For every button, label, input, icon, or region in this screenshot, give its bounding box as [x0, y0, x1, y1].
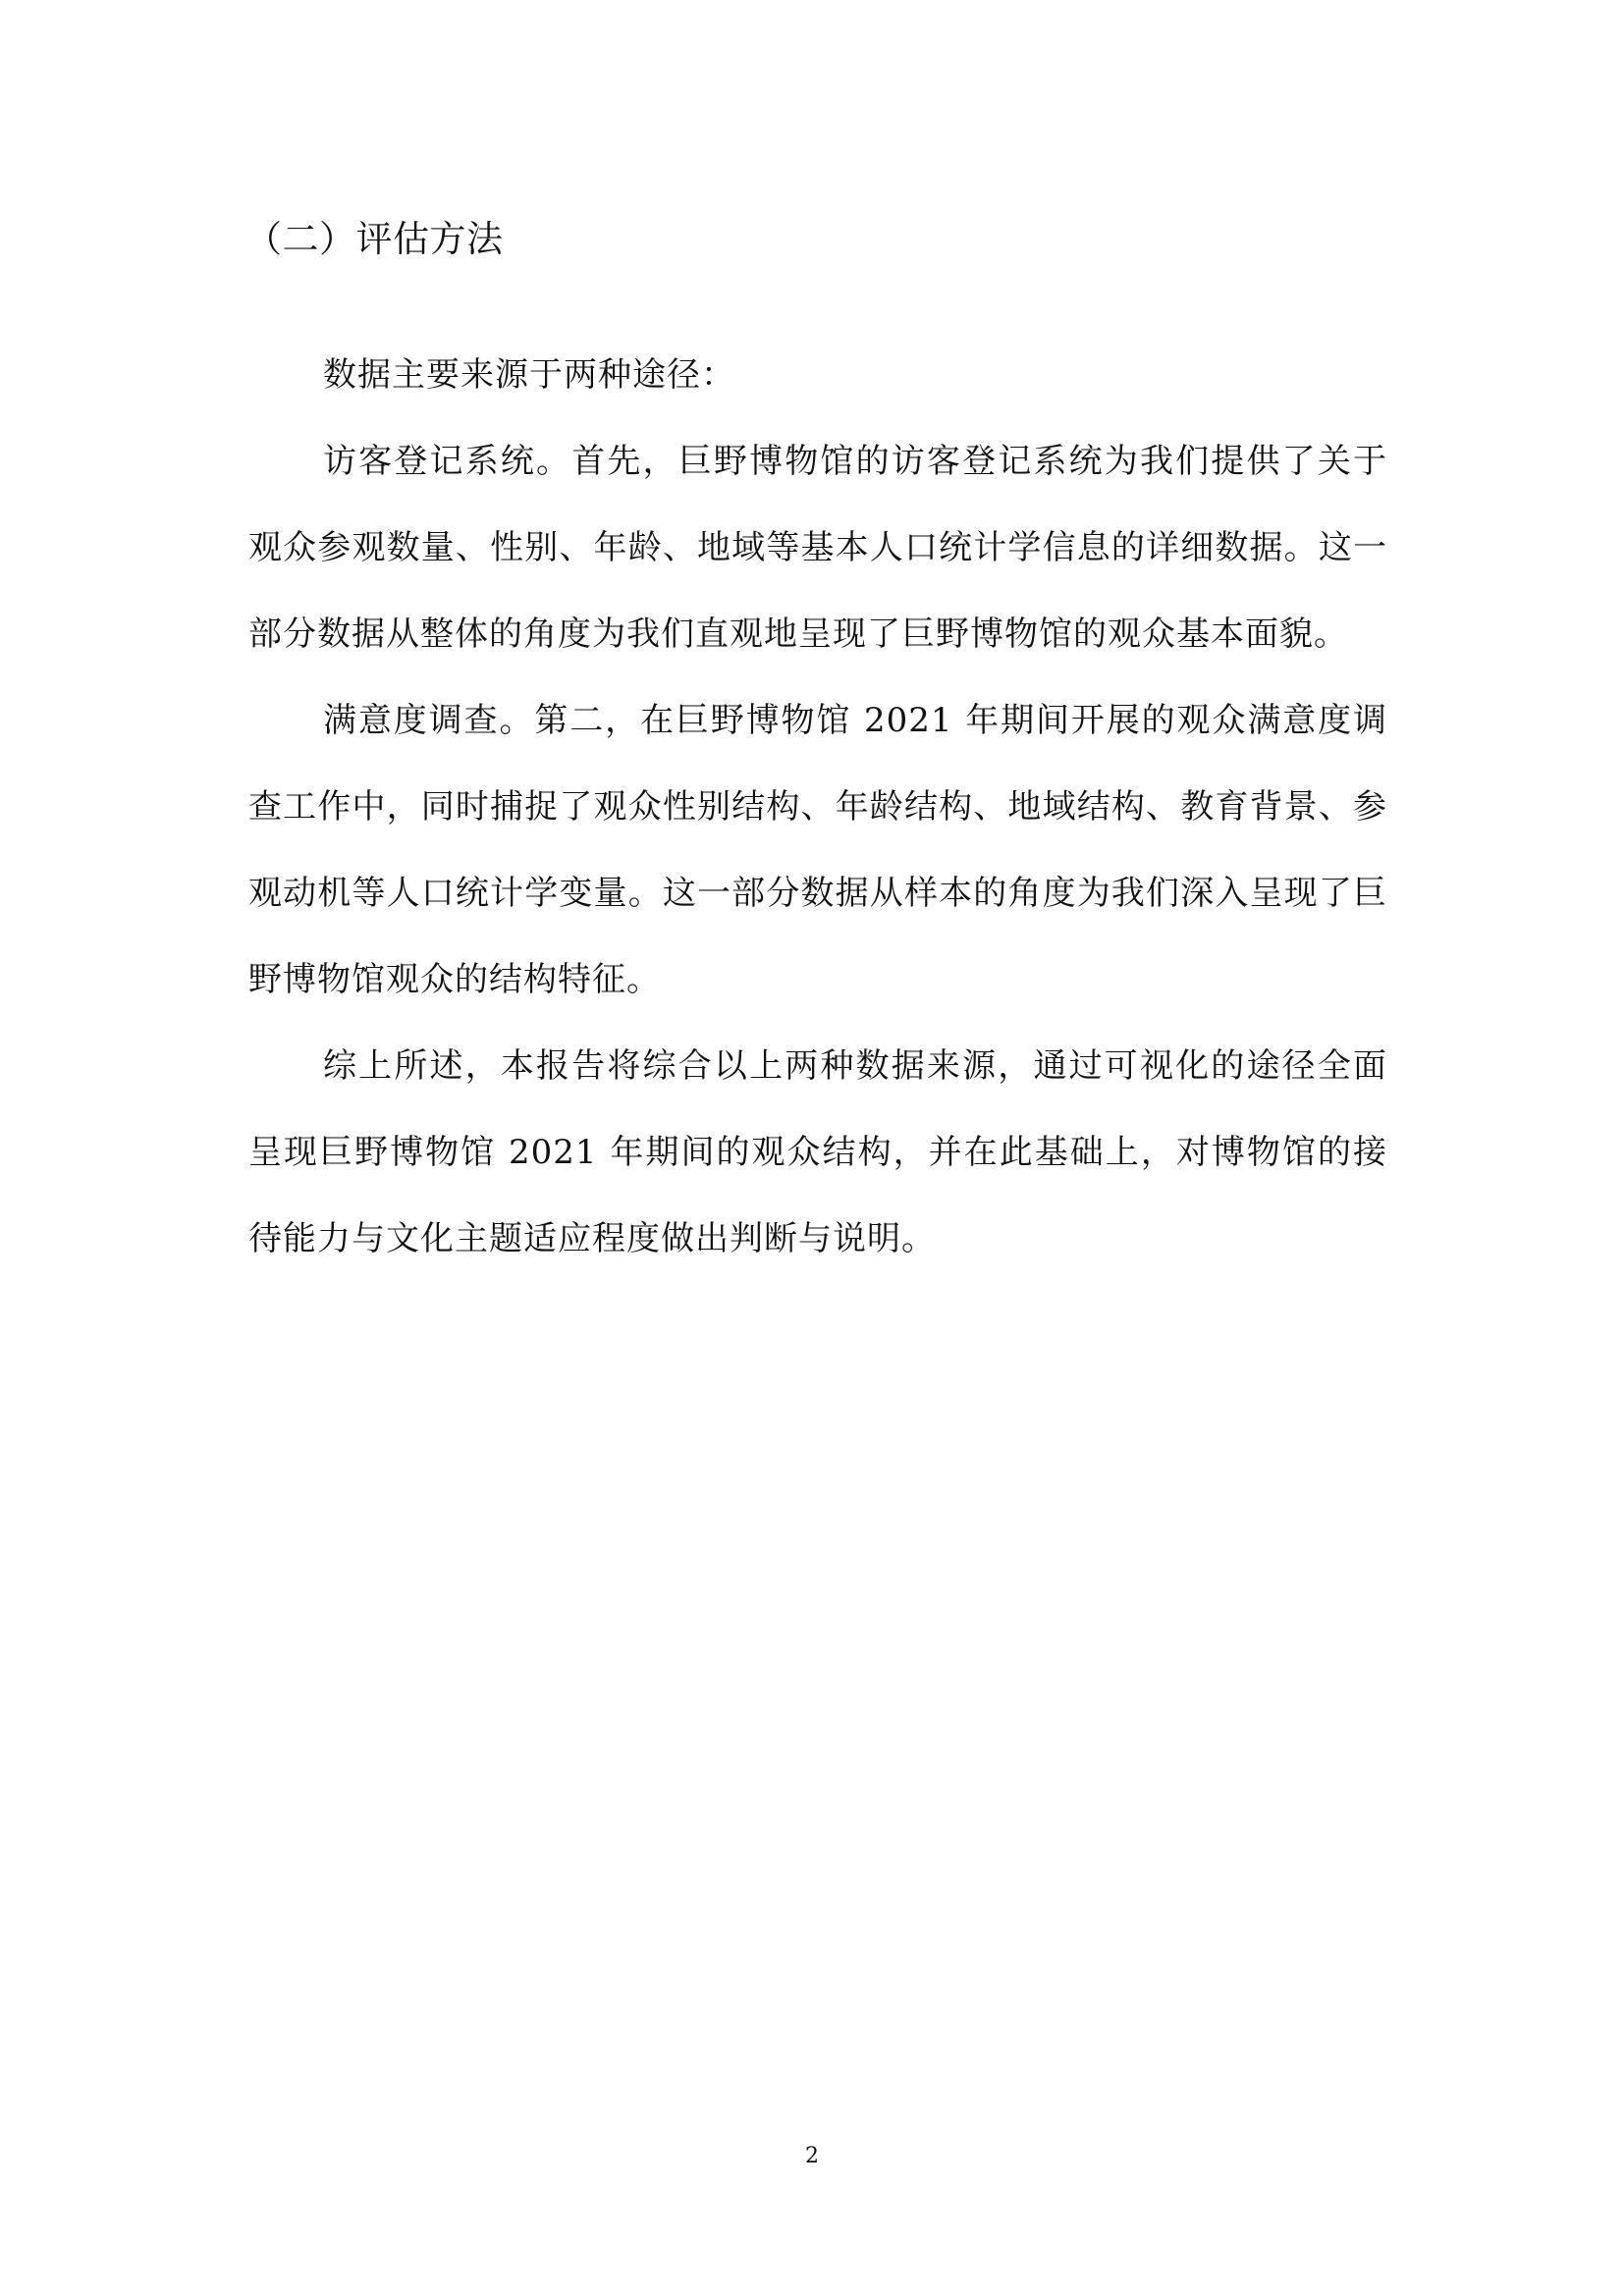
document-body — [248, 332, 1387, 1282]
page-number: 2 — [805, 2144, 819, 2168]
paragraph-visitor-registration: 访客登记系统。首先，巨野博物馆的访客登记系统为我们提供了关于观众参观数量、性别、年龄、地域等基本人口统计学信息的详细数据。这一部分数据从整体的角度为我们直观地呈现了巨野博物馆的观众基本面貌。 — [248, 442, 1387, 654]
paragraph-summary: 综上所述，本报告将综合以上两种数据来源，通过可视化的途径全面呈现巨野博物馆 2021 年期间的观众结构，并在此基础上，对博物馆的接待能力与文化主题适应程度做出判断与说明。 — [248, 1046, 1387, 1258]
paragraph-data-sources: 数据主要来源于两种途径： — [323, 355, 735, 395]
section-heading: （二）评估方法 — [245, 218, 504, 260]
paragraph-satisfaction-survey: 满意度调查。第二，在巨野博物馆 2021 年期间开展的观众满意度调查工作中，同时捕捉了观众性别结构、年龄结构、地域结构、教育背景、参观动机等人口统计学变量。这一部分数据从样本的角度为我们深入呈现了巨野博物馆观众的结构特征。 — [248, 701, 1387, 999]
